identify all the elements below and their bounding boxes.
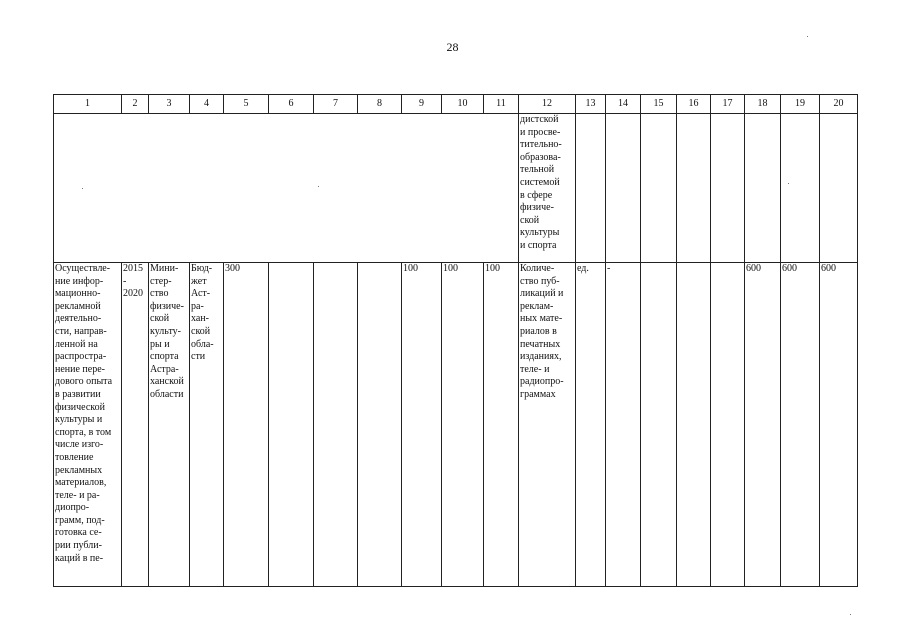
scan-speck: [850, 614, 851, 615]
header-cell: 14: [606, 95, 641, 114]
data-table: [53, 94, 858, 587]
header-cell: 8: [358, 95, 402, 114]
value-cell: 100: [402, 263, 442, 587]
value-cell: [269, 263, 314, 587]
table-cell: [781, 114, 820, 263]
scan-speck: [318, 186, 319, 187]
table-cell: [606, 114, 641, 263]
header-cell: 11: [484, 95, 519, 114]
unit-cell: ед.: [576, 263, 606, 587]
indicator-continuation-cell: дистской и просве- тительно- образова- тельной системой в сфере физиче- ской культуры и спорта: [519, 114, 576, 263]
funding-source-cell: Бюд- жет Аст- ра- хан- ской обла- сти: [190, 263, 224, 587]
value-cell: 100: [484, 263, 519, 587]
scan-speck: [807, 36, 808, 37]
value-cell: -: [606, 263, 641, 587]
value-cell: [711, 263, 745, 587]
executor-cell: Мини- стер- ство физиче- ской культу- ры и спорта Астра- ханской области: [149, 263, 190, 587]
header-cell: 16: [677, 95, 711, 114]
value-cell: [358, 263, 402, 587]
activity-description-cell: Осуществле- ние инфор- мационно- рекламной деятельно- сти, направ- ленной на распростра- нение пере- дового опыта в развитии физической культуры и спорта, в том числе изго- товление рекламных материалов, теле- и ра- диопро- грамм, под- готовка се- рии публи- каций в пе-: [54, 263, 122, 587]
empty-merged-cell: [54, 114, 519, 263]
header-cell: 3: [149, 95, 190, 114]
table-cell: [820, 114, 858, 263]
header-cell: 17: [711, 95, 745, 114]
header-cell: 7: [314, 95, 358, 114]
table-row-continuation: [54, 114, 858, 263]
header-cell: 6: [269, 95, 314, 114]
value-cell: 600: [781, 263, 820, 587]
value-cell: 600: [745, 263, 781, 587]
table-cell: [745, 114, 781, 263]
header-cell: 19: [781, 95, 820, 114]
header-cell: 15: [641, 95, 677, 114]
header-cell: 9: [402, 95, 442, 114]
value-cell: 100: [442, 263, 484, 587]
table-cell: [576, 114, 606, 263]
scan-speck: [788, 183, 789, 184]
indicator-cell: Количе- ство пуб- ликаций и реклам- ных мате- риалов в печатных изданиях, теле- и радиопро- граммах: [519, 263, 576, 587]
header-cell: 13: [576, 95, 606, 114]
header-cell: 10: [442, 95, 484, 114]
value-cell: 600: [820, 263, 858, 587]
period-cell: 2015 - 2020: [122, 263, 149, 587]
table-cell: [711, 114, 745, 263]
value-cell-total: 300: [224, 263, 269, 587]
page-number: 28: [446, 40, 459, 54]
value-cell: [677, 263, 711, 587]
scan-speck: [82, 188, 83, 189]
table-cell: [677, 114, 711, 263]
header-cell: 4: [190, 95, 224, 114]
header-cell: 18: [745, 95, 781, 114]
value-cell: [641, 263, 677, 587]
header-cell: 5: [224, 95, 269, 114]
table-row: [54, 263, 858, 587]
header-cell: 1: [54, 95, 122, 114]
header-cell: 20: [820, 95, 858, 114]
header-cell: 2: [122, 95, 149, 114]
header-row: [54, 95, 858, 114]
header-cell: 12: [519, 95, 576, 114]
value-cell: [314, 263, 358, 587]
table-cell: [641, 114, 677, 263]
